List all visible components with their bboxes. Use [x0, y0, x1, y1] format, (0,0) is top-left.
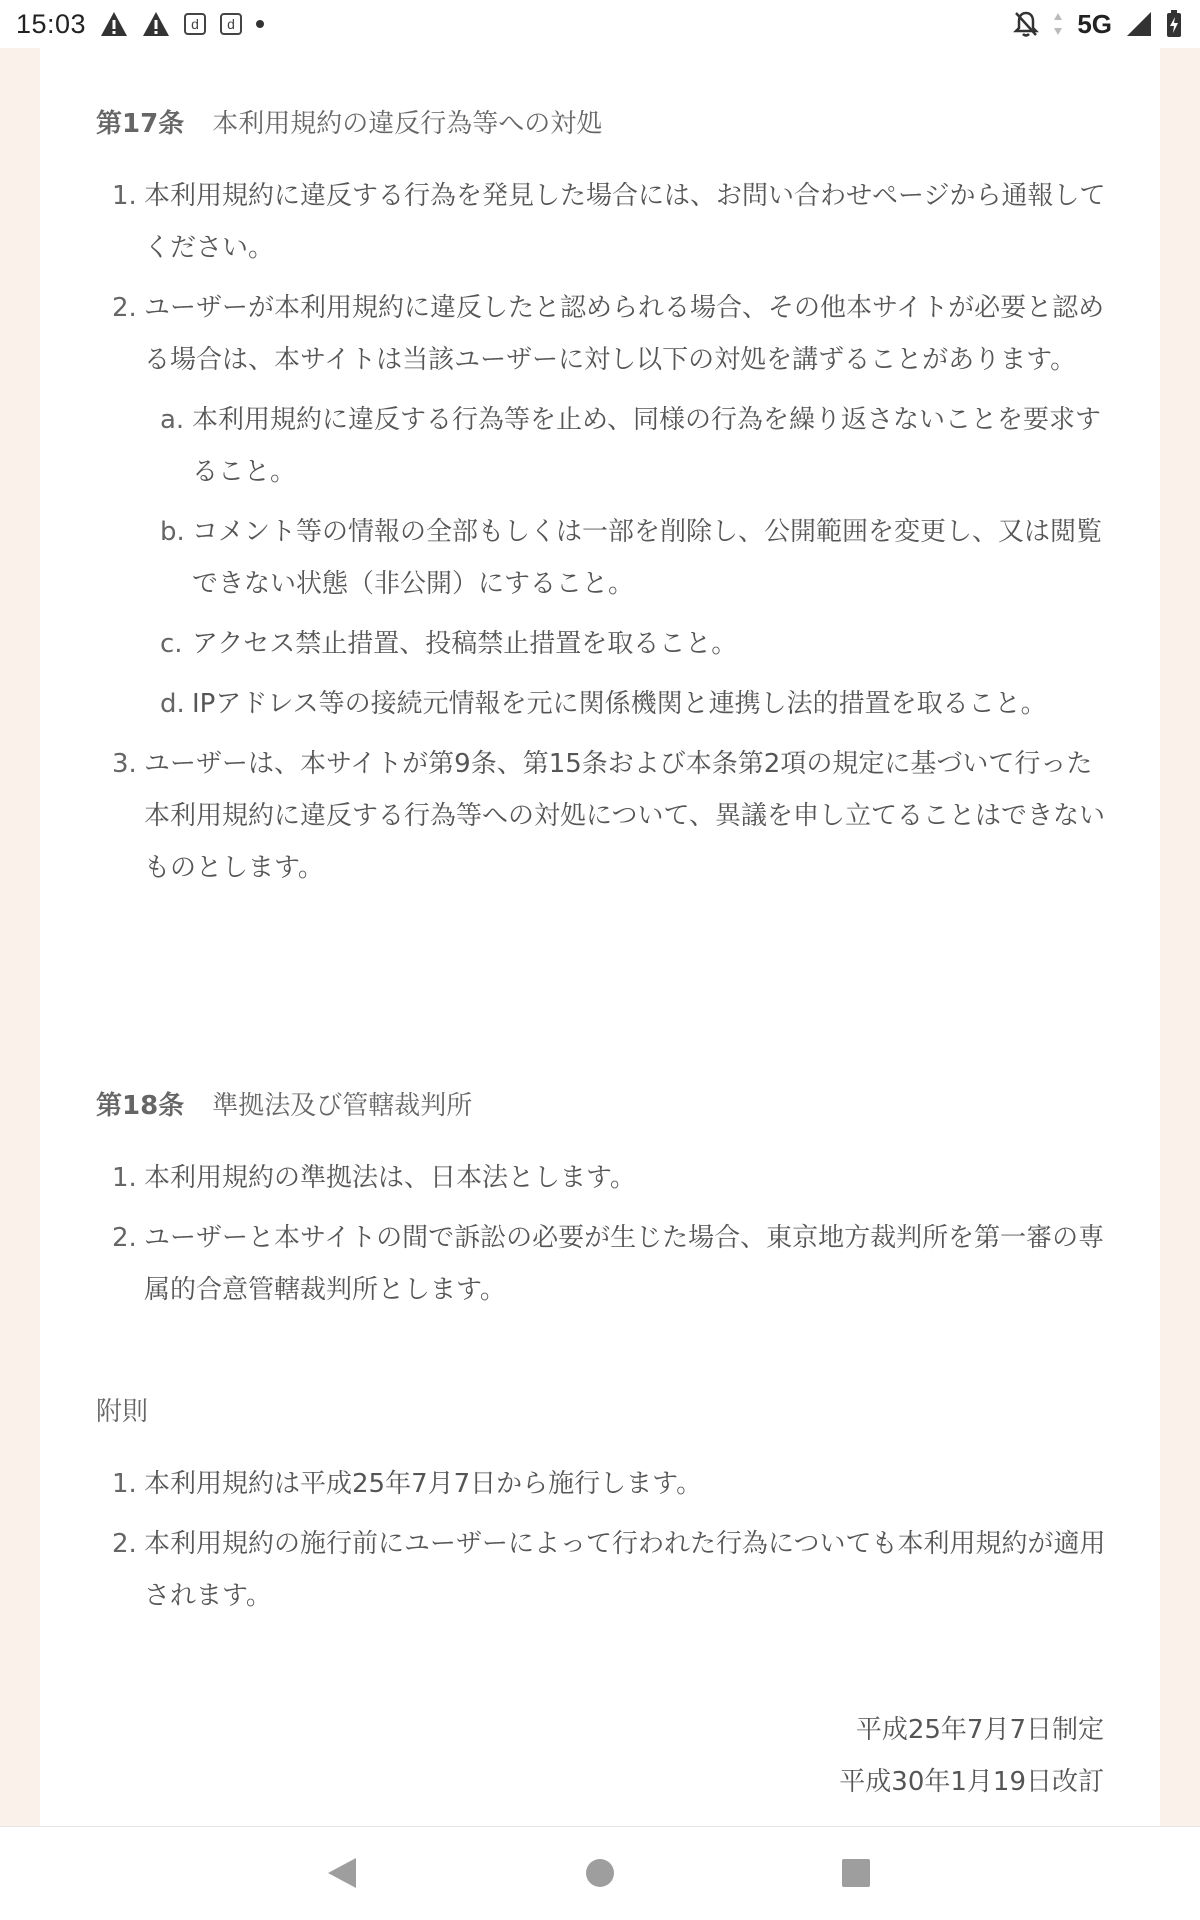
list-marker: 2.	[112, 1223, 137, 1253]
navigation-bar	[0, 1826, 1200, 1920]
sub-list-item-text: IPアドレス等の接続元情報を元に関係機関と連携し法的措置を取ること。	[192, 689, 1047, 719]
warning-icon	[100, 11, 128, 37]
list-item	[96, 170, 1106, 274]
status-right	[1013, 9, 1182, 40]
article-heading: 準拠法及び管轄裁判所	[212, 1091, 473, 1121]
sub-list-marker: a.	[160, 405, 185, 435]
sub-list-item	[144, 506, 1106, 610]
sub-list-item-text: 本利用規約に違反する行為等を止め、同様の行為を繰り返さないことを要求すること。	[192, 405, 1101, 487]
list-marker: 1.	[112, 1163, 137, 1193]
article-list	[96, 170, 1106, 894]
list-item-text: 本利用規約の準拠法は、日本法とします。	[144, 1163, 636, 1193]
article-number: 第17条	[96, 109, 185, 139]
list-item	[96, 738, 1106, 894]
back-icon[interactable]	[320, 1851, 364, 1895]
data-arrows-icon	[1053, 12, 1063, 36]
article-18	[96, 1086, 1106, 1324]
list-item-text: ユーザーは、本サイトが第9条、第15条および本条第2項の規定に基づいて行った本利用規約に違反する行為等への対処について、異議を申し立てることはできないものとします。	[144, 749, 1105, 883]
sub-list-item-text: アクセス禁止措置、投稿禁止措置を取ること。	[192, 629, 738, 659]
list-item-text: ユーザーと本サイトの間で訴訟の必要が生じた場合、東京地方裁判所を第一審の専属的合意管轄裁判所とします。	[144, 1223, 1105, 1305]
list-item	[96, 1152, 1106, 1204]
article-heading: 本利用規約の違反行為等への対処	[212, 109, 603, 139]
sub-list-item-text: コメント等の情報の全部もしくは一部を削除し、公開範囲を変更し、又は閲覧できない状態（非公開）にすること。	[192, 517, 1103, 599]
list-marker: 1.	[112, 1469, 137, 1499]
supplementary-provisions	[96, 1392, 1106, 1630]
revised-date: 平成30年1月19日改訂	[839, 1767, 1104, 1797]
supplementary-title: 附則	[96, 1397, 149, 1427]
battery-charging-icon	[1166, 10, 1182, 38]
supplementary-list	[96, 1458, 1106, 1622]
sub-list-item	[144, 678, 1106, 730]
notifications-off-icon	[1013, 10, 1039, 38]
list-item	[96, 1458, 1106, 1510]
status-time: 15:03	[16, 8, 87, 39]
list-marker: 2.	[112, 293, 137, 323]
list-marker: 3.	[112, 749, 137, 779]
notification-dot	[256, 20, 264, 28]
terms-page	[40, 48, 1160, 1826]
list-item	[96, 1518, 1106, 1622]
warning-icon	[142, 11, 170, 37]
article-title	[96, 104, 1106, 144]
status-bar	[0, 0, 1200, 48]
sub-list-item	[144, 618, 1106, 670]
list-marker: 2.	[112, 1529, 137, 1559]
enacted-date: 平成25年7月7日制定	[855, 1715, 1104, 1745]
list-item-text: 本利用規約に違反する行為を発見した場合には、お問い合わせページから通報してください。	[144, 181, 1106, 263]
article-list	[96, 1152, 1106, 1316]
list-marker: 1.	[112, 181, 137, 211]
sub-list-marker: b.	[160, 517, 185, 547]
sub-list-marker: d.	[160, 689, 185, 719]
list-item-text: 本利用規約は平成25年7月7日から施行します。	[144, 1469, 703, 1499]
article-number: 第18条	[96, 1091, 185, 1121]
docomo-d-icon: d	[220, 13, 242, 35]
status-left	[16, 9, 264, 40]
docomo-d-icon: d	[184, 13, 206, 35]
sub-list-item	[144, 394, 1106, 498]
list-item-text: ユーザーが本利用規約に違反したと認められる場合、その他本サイトが必要と認める場合は、本サイトは当該ユーザーに対し以下の対処を講ずることがあります。	[144, 293, 1105, 375]
list-item	[96, 1212, 1106, 1316]
network-type: 5G	[1077, 8, 1112, 39]
signal-icon	[1126, 11, 1152, 37]
sub-list-marker: c.	[160, 629, 183, 659]
article-title	[96, 1086, 1106, 1126]
sub-list	[144, 394, 1106, 730]
list-item	[96, 282, 1106, 730]
article-17	[96, 104, 1106, 902]
signature-block	[839, 1704, 1104, 1808]
recents-icon[interactable]	[834, 1851, 878, 1895]
home-icon[interactable]	[578, 1851, 622, 1895]
list-item-text: 本利用規約の施行前にユーザーによって行われた行為についても本利用規約が適用されます。	[144, 1529, 1106, 1611]
